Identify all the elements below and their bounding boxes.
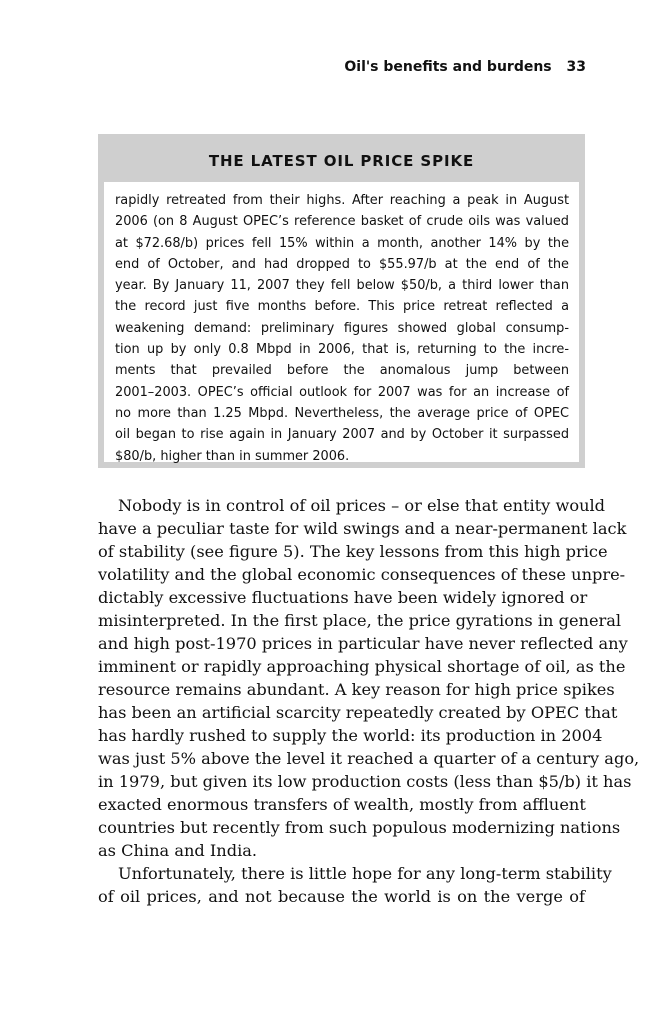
box-text-line: rapidly retreated from their highs. After reaching a peak in August: [115, 193, 569, 208]
paragraph-line: exacted enormous transfers of wealth, mostly from affluent: [98, 795, 586, 814]
paragraph-line: countries but recently from such populous modernizing nations: [98, 818, 621, 837]
paragraph-line: Unfortunately, there is little hope for any long-term stability: [118, 864, 612, 883]
paragraph-line: and high post-1970 prices in particular have never reflected any: [98, 634, 628, 653]
box-body: [104, 182, 579, 462]
paragraph-line: was just 5% above the level it reached a quarter of a century ago,: [98, 749, 640, 768]
box-text-line: oil began to rise again in January 2007 and by October it surpassed: [115, 427, 569, 443]
paragraph-line: have a peculiar taste for wild swings and a near-permanent lack: [98, 519, 627, 538]
box-text-line: year. By January 11, 2007 they fell below $50/b, a third lower than: [115, 278, 569, 294]
box-title: THE LATEST OIL PRICE SPIKE: [208, 152, 475, 170]
paragraph-line: of stability (see figure 5). The key lessons from this high price: [98, 542, 608, 561]
paragraph-line: misinterpreted. In the first place, the price gyrations in general: [98, 611, 622, 630]
paragraph-line: in 1979, but given its low production costs (less than $5/b) it has: [98, 772, 632, 791]
paragraph-line: as China and India.: [98, 841, 258, 860]
box-text-line: at $72.68/b) prices fell 15% within a month, another 14% by the: [115, 235, 569, 251]
paragraph-line: imminent or rapidly approaching physical shortage of oil, as the: [98, 657, 626, 676]
body-text: [98, 494, 640, 908]
box-text-line: 2006 (on 8 August OPEC’s reference basket of crude oils was valued: [115, 214, 569, 230]
box-text-line: the record just five months before. This price retreat reflected a: [115, 299, 569, 315]
sidebar-box: [98, 134, 585, 468]
box-text-line: ments that prevailed before the anomalous jump between: [115, 363, 569, 379]
box-text-line: no more than 1.25 Mbpd. Nevertheless, the average price of OPEC: [115, 405, 569, 421]
box-text-line: weakening demand: preliminary figures showed global consump-: [115, 320, 569, 336]
paragraph-line: Nobody is in control of oil prices – or else that entity would: [118, 496, 606, 515]
paragraph-line: dictably excessive fluctuations have been widely ignored or: [98, 588, 588, 607]
running-head: [344, 59, 586, 75]
box-text-line: end of October, and had dropped to $55.97/b at the end of the: [115, 256, 569, 272]
paragraph-line: of oil prices, and not because the world is on the verge of: [98, 887, 585, 906]
page-number: 33: [566, 59, 586, 75]
paragraph-line: has been an artificial scarcity repeatedly created by OPEC that: [98, 703, 618, 722]
running-head-title: Oil's benefits and burdens: [344, 59, 552, 75]
box-text-line: $80/b, higher than in summer 2006.: [115, 448, 350, 464]
box-text-line: tion up by only 0.8 Mbpd in 2006, that is, returning to the incre-: [115, 342, 569, 358]
paragraph-line: has hardly rushed to supply the world: its production in 2004: [98, 726, 603, 745]
box-text-line: 2001–2003. OPEC’s official outlook for 2007 was for an increase of: [115, 384, 569, 400]
paragraph-line: volatility and the global economic consequences of these unpre-: [98, 565, 626, 584]
paragraph-line: resource remains abundant. A key reason for high price spikes: [98, 680, 615, 699]
